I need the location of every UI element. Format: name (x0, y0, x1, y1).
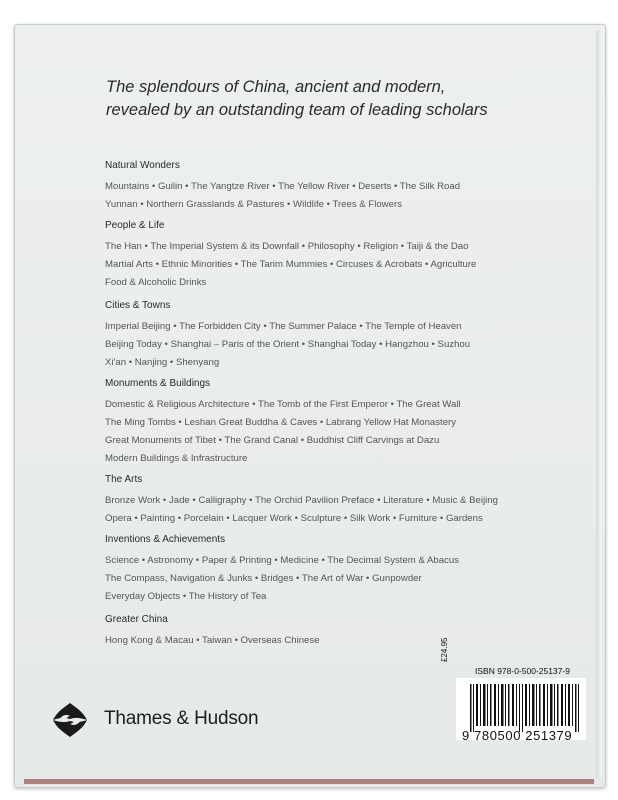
section-line: The Compass, Navigation & Junks • Bridges • The Art of War • Gunpowder (105, 573, 422, 584)
section-monuments-buildings (105, 378, 461, 468)
tagline-line-2: revealed by an outstanding team of leading scholars (106, 101, 488, 119)
section-line: The Han • The Imperial System & its Downfall • Philosophy • Religion • Taiji & the Dao (105, 241, 469, 252)
section-title: Cities & Towns (105, 300, 171, 311)
section-the-arts (105, 474, 498, 528)
section-line: Food & Alcoholic Drinks (105, 277, 207, 288)
section-title: Monuments & Buildings (105, 378, 211, 389)
section-greater-china (105, 614, 320, 650)
price-label: £24.95 (440, 637, 449, 662)
section-line: Beijing Today • Shanghai – Paris of the Orient • Shanghai Today • Hangzhou • Suzhou (105, 339, 471, 350)
section-line: Yunnan • Northern Grasslands & Pastures • Wildlife • Trees & Flowers (105, 199, 402, 210)
thames-hudson-logo-icon (50, 700, 90, 740)
section-line: Mountains • Guilin • The Yangtze River • The Yellow River • Deserts • The Silk Road (105, 181, 461, 192)
section-title: Natural Wonders (105, 160, 180, 171)
tagline-line-1: The splendours of China, ancient and modern, (106, 78, 446, 96)
cover-edge (596, 30, 602, 778)
section-people-life (105, 220, 476, 292)
section-line: Science • Astronomy • Paper & Printing • Medicine • The Decimal System & Abacus (105, 555, 459, 566)
section-natural-wonders (105, 160, 460, 214)
section-line: Opera • Painting • Porcelain • Lacquer Work • Sculpture • Silk Work • Furniture • Gardens (105, 513, 483, 524)
section-line: Bronze Work • Jade • Calligraphy • The Orchid Pavilion Preface • Literature • Music & Beijing (105, 495, 498, 506)
section-line: Modern Buildings & Infrastructure (105, 453, 248, 464)
section-title: Inventions & Achievements (105, 534, 226, 545)
section-line: Great Monuments of Tibet • The Grand Canal • Buddhist Cliff Carvings at Dazu (105, 435, 440, 446)
cover-bottom-edge (24, 779, 594, 784)
section-line: Martial Arts • Ethnic Minorities • The Tarim Mummies • Circuses & Acrobats • Agriculture (105, 259, 477, 270)
section-line: The Ming Tombs • Leshan Great Buddha & Caves • Labrang Yellow Hat Monastery (105, 417, 457, 428)
tagline (106, 76, 556, 122)
section-title: Greater China (105, 614, 168, 625)
section-line: Xi'an • Nanjing • Shenyang (105, 357, 220, 368)
isbn-label: ISBN 978-0-500-25137-9 (475, 666, 570, 676)
section-inventions-achievements (105, 534, 459, 606)
section-line: Domestic & Religious Architecture • The Tomb of the First Emperor • The Great Wall (105, 399, 461, 410)
section-title: The Arts (105, 474, 143, 485)
barcode-digits: 9 780500 251379 (462, 728, 573, 743)
section-line: Everyday Objects • The History of Tea (105, 591, 267, 602)
barcode-icon (470, 684, 580, 732)
publisher-name: Thames & Hudson (104, 708, 259, 729)
section-title: People & Life (105, 220, 165, 231)
section-cities-towns (105, 300, 470, 372)
section-line: Imperial Beijing • The Forbidden City • The Summer Palace • The Temple of Heaven (105, 321, 462, 332)
section-line: Hong Kong & Macau • Taiwan • Overseas Chinese (105, 635, 320, 646)
